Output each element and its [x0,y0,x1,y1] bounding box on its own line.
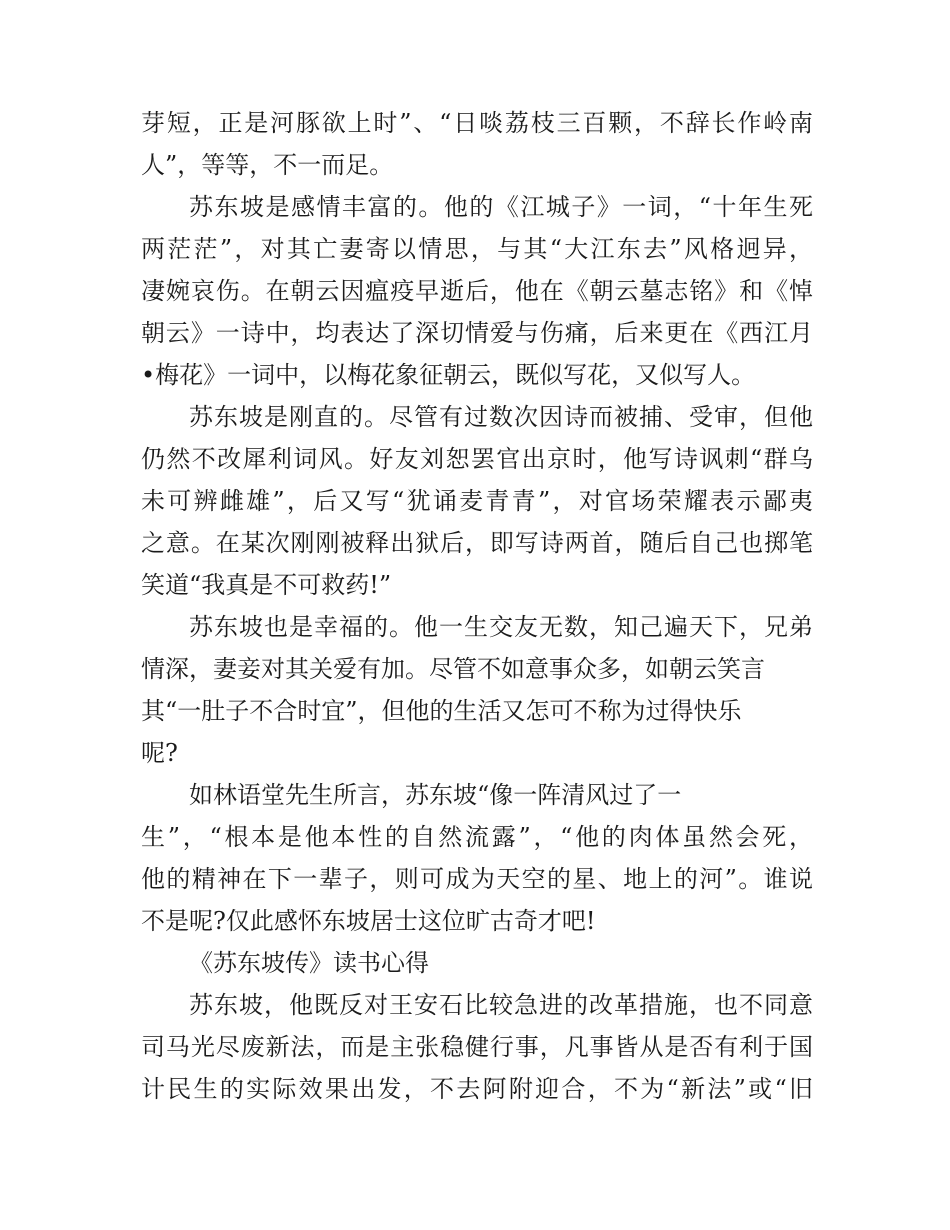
text-line: 不是呢?仅此感怀东坡居士这位旷古奇才吧! [141,907,596,935]
text-line: 他的精神在下一辈子，则可成为天空的星、地上的河”。谁说 [141,865,813,893]
text-line: 呢? [141,739,178,767]
text-line: 笑道“我真是不可救药!” [141,571,392,599]
paragraph-start-line: 苏东坡，他既反对王安石比较急进的改革措施，也不同意 [189,991,813,1019]
paragraph-start-line: 如林语堂先生所言，苏东坡“像一阵清风过了一 [189,781,682,809]
text-line: 两茫茫”，对其亡妻寄以情思，与其“大江东去”风格迥异， [141,235,813,263]
body-text [141,102,813,1110]
text-line: 其“一肚子不合时宜”，但他的生活又怎可不称为过得快乐 [141,697,742,725]
text-line: 凄婉哀伤。在朝云因瘟疫早逝后，他在《朝云墓志铭》和《悼 [141,277,813,305]
text-line: 仍然不改犀利词风。好友刘恕罢官出京时，他写诗讽刺“群乌 [141,445,813,473]
paragraph-start-line: 苏东坡是刚直的。尽管有过数次因诗而被捕、受审，但他 [189,403,813,431]
text-line: •梅花》一词中，以梅花象征朝云，既似写花，又似写人。 [141,361,756,389]
text-line: 之意。在某次刚刚被释出狱后，即写诗两首，随后自己也掷笔 [141,529,813,557]
text-line: 生”，“根本是他本性的自然流露”，“他的肉体虽然会死， [141,823,813,851]
text-line: 朝云》一诗中，均表达了深切情爱与伤痛，后来更在《西江月 [141,319,813,347]
text-line: 人”，等等，不一而足。 [141,151,394,179]
text-line: 计民生的实际效果出发，不去阿附迎合，不为“新法”或“旧 [141,1075,813,1103]
section-heading: 《苏东坡传》读书心得 [189,949,429,977]
text-line: 未可辨雌雄”，后又写“犹诵麦青青”，对官场荣耀表示鄙夷 [141,487,813,515]
paragraph-start-line: 苏东坡是感情丰富的。他的《江城子》一词，“十年生死 [189,193,813,221]
text-line: 情深，妻妾对其关爱有加。尽管不如意事众多，如朝云笑言 [141,655,765,683]
text-line: 司马光尽废新法，而是主张稳健行事，凡事皆从是否有利于国 [141,1033,813,1061]
text-line: 芽短，正是河豚欲上时”、“日啖荔枝三百颗，不辞长作岭南 [141,109,813,137]
paragraph-start-line: 苏东坡也是幸福的。他一生交友无数，知己遍天下，兄弟 [189,613,813,641]
